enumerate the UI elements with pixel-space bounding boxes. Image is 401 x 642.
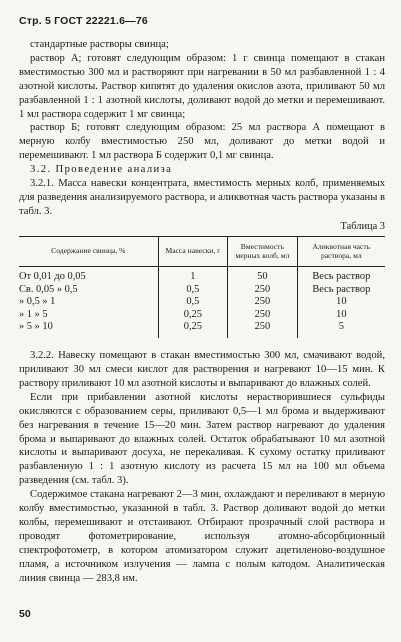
table-3 <box>19 236 385 338</box>
table-cell: Весь раствор <box>297 284 385 297</box>
table-cell: » 5 » 10 <box>19 321 53 333</box>
table-cell: 250 <box>228 321 298 338</box>
column-header: Масса навески, г <box>158 236 228 266</box>
column-header: Вместимость мерных колб, мл <box>228 236 298 266</box>
table-row <box>19 309 385 322</box>
paragraph: раствор Б; готовят следующим образом: 25 мл раствора А помещают в мерную колбу вместимостью 250 мл, доливают до метки водой и перемешивают. 1 мл раствора Б содержит 0,1 мг свинца. <box>19 122 385 162</box>
paragraph: Если при прибавлении азотной кислоты нерастворившиеся сульфиды окисляются с образованием серы, приливают 0,5—1 мл брома и выдерживают без нагревания в течение 15—20 мин. Затем раствор нагревают до удаления брома и выпаривают до влажных солей. Остаток обрабатывают 10 мл азотной кислоты и выпаривают досуха, не перекаливая. К сухому остатку приливают разбавленную 1 : 1 азотную кислоту из расчета 15 мл на 100 мл объема разведения (см. табл. 3). <box>19 391 385 487</box>
table-cell: 0,5 <box>158 296 228 309</box>
table-cell: » 0,5 » 1 <box>19 296 56 308</box>
table-cell: 1 <box>158 267 228 284</box>
table-cell: » 1 » 5 <box>19 308 48 320</box>
table-cell: 250 <box>228 296 298 309</box>
table-cell: 0,5 <box>158 284 228 297</box>
document-body <box>19 38 385 585</box>
page-header: Стр. 5 ГОСТ 22221.6—76 <box>19 15 148 27</box>
table-cell: 5 <box>297 321 385 338</box>
paragraph: 3.2.1. Масса навески концентрата, вместимость мерных колб, применяемых для разведения анализируемого раствора, и аликвотная часть раствора указаны в табл. 3. <box>19 178 385 217</box>
table-caption: Таблица 3 <box>340 220 385 232</box>
table-cell: 0,25 <box>158 321 228 338</box>
section-heading: 3.2. Проведение анализа <box>30 164 173 176</box>
table-row <box>19 296 385 309</box>
table-cell: 250 <box>228 284 298 297</box>
paragraph: стандартные растворы свинца; <box>30 39 169 50</box>
table-cell: Весь раствор <box>297 267 385 284</box>
table-cell: 50 <box>228 267 298 284</box>
table-row <box>19 267 385 284</box>
paragraph: раствор А; готовят следующим образом: 1 г свинца помещают в стакан вместимостью 300 мл и растворяют при нагревании в 50 мл разбавленной 1 : 4 азотной кислоты. Раствор кипятят до удаления окислов азота, приливают 50 мл разбавленной 1 : 1 азотной кислоты, доливают водой до метки и перемешивают. 1 мл раствора содержит 1 мг свинца; <box>19 52 385 120</box>
table-cell: 10 <box>297 309 385 322</box>
table-row <box>19 321 385 338</box>
paragraph: Содержимое стакана нагревают 2—3 мин, охлаждают и переливают в мерную колбу вместимостью, указанной в табл. 3. Раствор доливают водой до метки колбы, перемешивают и отстаивают. Отбирают прозрачный слой раствора и проводят фотометрирование, используя атомно-абсорбционный спектрофотометр, в котором атомизатором служит ацетиленово-воздушное пламя, а источником излучения — лампа с полым катодом. Аналитическая линия свинца — 283,8 нм. <box>19 489 385 584</box>
table-cell: 0,25 <box>158 309 228 322</box>
table-header-row <box>19 236 385 266</box>
table-cell: От 0,01 до 0,05 <box>19 271 86 283</box>
paragraph: 3.2.2. Навеску помещают в стакан вместимостью 300 мл, смачивают водой, приливают 30 мл смеси кислот для растворения и нагревают 10—15 мин. К раствору приливают 10 мл азотной кислоты и выпаривают до влажных солей. <box>19 350 385 389</box>
column-header: Содержание свинца, % <box>19 236 158 266</box>
table-cell: 10 <box>297 296 385 309</box>
page-number: 50 <box>19 608 31 620</box>
table-row <box>19 284 385 297</box>
table-cell: 250 <box>228 309 298 322</box>
table-cell: Св. 0,05 » 0,5 <box>19 283 78 295</box>
column-header: Аликвотная часть раствора, мл <box>297 236 385 266</box>
